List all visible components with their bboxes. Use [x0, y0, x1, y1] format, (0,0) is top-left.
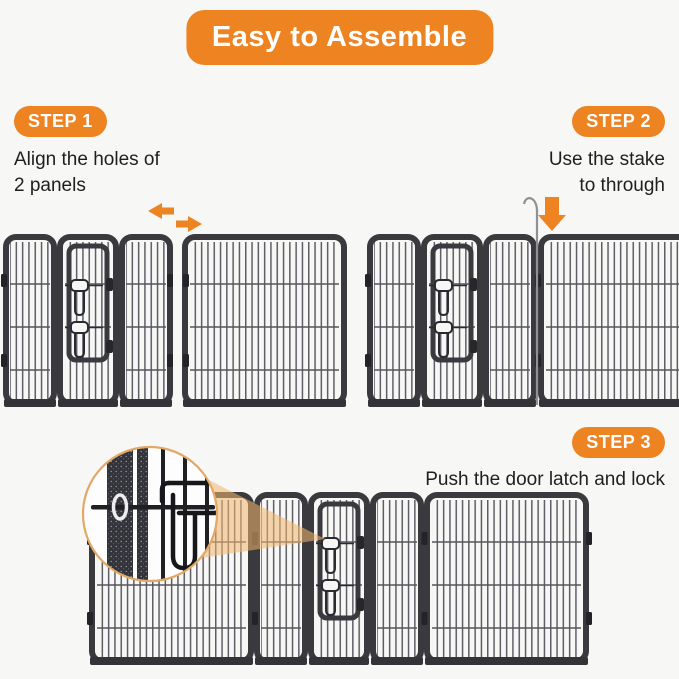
fence-panel-narrow	[368, 237, 420, 407]
step1-fence-right-panel	[183, 237, 346, 407]
fence-panel-narrow	[4, 237, 56, 407]
step1-description-line1: Align the holes of	[14, 149, 160, 170]
step2-description-line2: to through	[579, 175, 665, 196]
fence-panel-wide	[539, 237, 679, 407]
fence-panel-narrow	[120, 237, 172, 407]
magnified-door-post	[107, 443, 133, 585]
left-arrow-icon	[148, 203, 174, 219]
fence-panel-narrow	[371, 495, 423, 665]
fence-panel-door	[309, 495, 369, 665]
step1-fence-left-group	[1, 237, 173, 407]
fence-panel-door	[58, 237, 118, 407]
magnified-latch-pin	[91, 505, 215, 510]
step3-description: Push the door latch and lock	[425, 469, 665, 490]
step3-illustration	[55, 435, 679, 679]
step1-description-line2: 2 panels	[14, 175, 86, 196]
page-title: Easy to Assemble	[186, 10, 493, 65]
step1-illustration	[0, 190, 350, 420]
fence-panel-door	[422, 237, 482, 407]
fence-panel-narrow	[484, 237, 536, 407]
step2-illustration	[350, 185, 679, 420]
step2-description-line1: Use the stake	[548, 149, 665, 170]
down-arrow-icon	[538, 197, 566, 231]
step1-badge: STEP 1	[14, 106, 107, 137]
step2-badge: STEP 2	[572, 106, 665, 137]
step3-badge: STEP 3	[572, 427, 665, 458]
step2-fence-group	[365, 237, 679, 407]
fence-panel-wide	[183, 237, 346, 407]
fence-panel-wide	[425, 495, 588, 665]
right-arrow-icon	[176, 216, 202, 232]
